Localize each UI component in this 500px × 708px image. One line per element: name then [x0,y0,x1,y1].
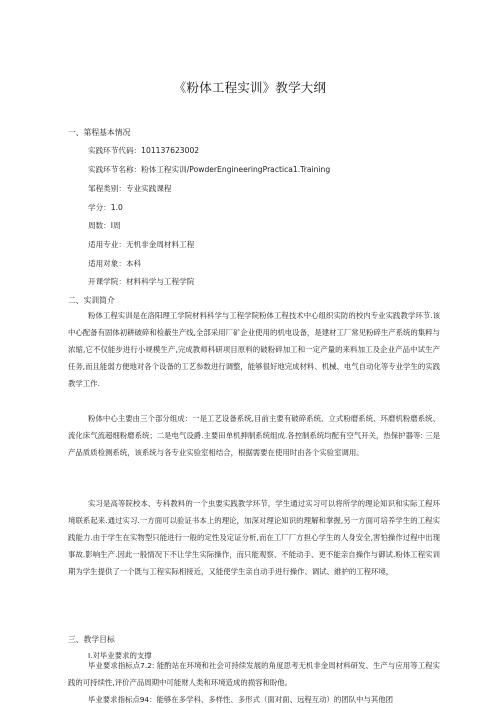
objective-paragraph-2: 毕业要求指标点94：能够在多学科、多样性、多形式（面对面、远程互动）的团队中与其他团 [88,695,394,704]
info-line-credits: 学分：1.0 [88,203,123,212]
intro-paragraph-2: 粉体中心主要由三个部分组成：一是工艺设备系统,目前主要有破碎系统、立式粉磨系统、环磨机粉磨系统、流化床气流超细粉磨系统；二是电气设爵.主要田单机抻制系统组成.各控制系统均配有空气开关，热保护器等: 三是产品质质检测系统，该系统与各专业实验室相结合，根据需要在使用时由各个实验室调用。 [68,414,440,458]
section-heading-objectives: 三、教学目标 [68,635,115,644]
info-line-name: 实践环节名称：粉体工程实训/PowderEngineeringPractica1.Training [88,165,331,174]
document-title: 《粉体工程实训》教学大纲 [173,80,327,95]
section-heading-intro: 二、实训简介 [68,296,115,305]
info-line-category: 邹程类别：专业实践课程 [88,184,172,193]
intro-paragraph-1: 粉体工程实训是在洛阳理工学院材料科学与工程学院粉体工程技术中心组织实防的校内专业实践教学环节.该中心配备有固体初耕破碎和检蔽生产线,全部采用厂矿企业使用的机电设备，是建材工厂常见粉碎生产系统的集粹与浓缩,它不仅能步进行小规模生产,完成教师科研项目原料的破粉碎加工和一定产量的来料加工及企业产品中试生产任务,而且能弱方便地对各个设备的工艺参数进行调整，能够很好地完成材料、机械、电气自动化等专业学生的实践教学工作. [68,311,440,389]
objective-paragraph-1: 毕业要求指标点7.2: 能酌站在环境和社会可持续发展的角度思考无机非金周材料研发、生产与应用等工程实践的可持续性,评价产品周期中可能财人类和环境造成的损容和盼他。 [68,661,440,688]
info-line-code: 实践环节代码：101137623002 [88,146,200,155]
objectives-subheading: I.对毕业要求的支撑 [88,651,152,660]
section-heading-basic-info: 一、第程基本情况 [68,128,131,137]
info-line-college: 开课学院：材料科学与工程学院 [88,277,195,286]
info-line-major: 适用专业：无机非金周材料工程 [88,240,195,249]
info-line-audience: 适用对象：本科 [88,259,142,268]
info-line-weeks: 周数：I周 [88,221,121,230]
intro-paragraph-3: 实习是高等院校本、专科教料的一个虫要实践教学环节，学生通过实习可以将所学的理论知识和实际工程环境联系起来.通过实习.一方面可以验证书本上的理论，加深对理论知识的理解和掌握,另一方面可培养学生的工程实践能力.由于学生在实物型只能进行一般的定性及定证分析,而在工厂厂方担心学生的人身安全,害怕操作过程中出现事故.影响生产.因此一般情况下不让学生实际操作，而只能观察、不能动手、更不能亲自操作与御试.粉体工程实训期为学生提供了一个既与工程实际相接近，又能使学生亲自动手进行操作、调试、維护的工程环境， [68,499,440,577]
